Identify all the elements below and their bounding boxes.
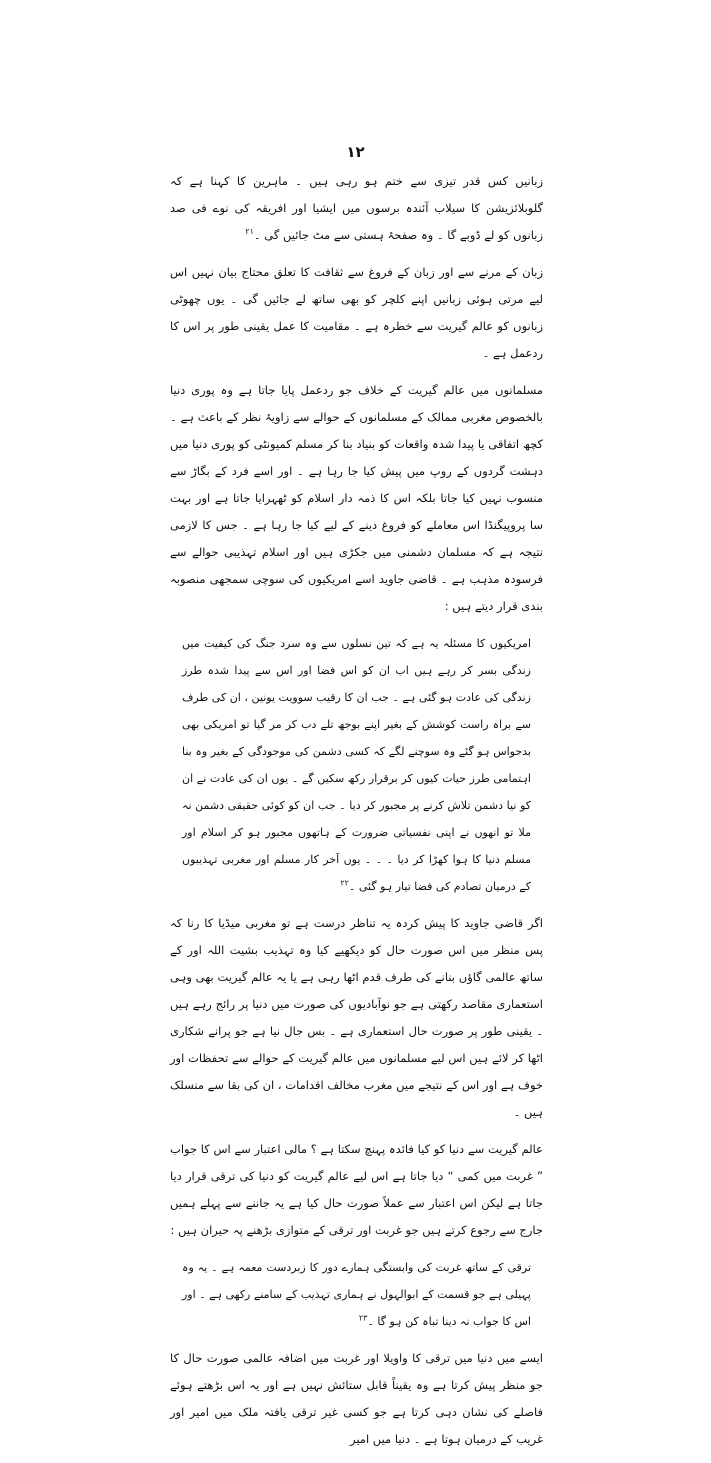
quote-2-text: ترقی کے ساتھ غربت کی وابستگی ہمارے دور کا زبردست معمہ ہے ۔ یہ وہ پہیلی ہے جو قسمت کے ابوالہول نے ہماری تہذیب کے سامنے رکھی ہے ۔ اور اس کا جواب نہ دینا تباہ کن ہو گا ۔ xyxy=(182,1261,531,1328)
paragraph-5: عالم گیریت سے دنیا کو کیا فائدہ پہنچ سکتا ہے ؟ مالی اعتبار سے اس کا جواب ” غربت میں کمی “ دیا جاتا ہے اس لیے عالم گیریت کو دنیا کی ترقی قرار دیا جاتا ہے لیکن اس اعتبار سے عملاً صورت حال کیا ہے یہ جاننے سے پہلے ہمیں جارج سے رجوع کرتے ہیں جو غربت اور ترقی کے متوازی بڑھنے پہ حیران ہیں : xyxy=(170,1142,543,1237)
footnote-ref-21: ۲۱ xyxy=(245,227,254,237)
quote-1-text: امریکیوں کا مسئلہ یہ ہے کہ تین نسلوں سے وہ سرد جنگ کی کیفیت میں زندگی بسر کر رہے ہیں اب ان کو اس فضا اور اس سے پیدا شدہ طرز زندگی کی عادت ہو گئی ہے ۔ جب ان کا رقیب سوویت یونین ، ان کی طرف سے براہ راست کوشش کے بغیر اپنے بوجھ تلے دب کر مر گیا تو امریکی بھی بدحواس ہو گئے وہ سوچنے لگے کہ کسی دشمن کی موجودگی کے بغیر وہ بنا اہتمامی طرز حیات کیوں کر برقرار رکھ سکیں گے ۔ یوں ان کی عادت نے ان کو نیا دشمن تلاش کرنے پر مجبور کر دیا ۔ جب ان کو کوئی حقیقی دشمن نہ ملا تو انھوں نے اپنی نفسیاتی ضرورت کے ہاتھوں مجبور ہو کر اسلام اور مسلم دنیا کا ہوا کھڑا کر دیا ۔ ۔ ۔ یوں آخر کار مسلم اور مغربی تہذیبوں کے درمیان تصادم کی فضا تیار ہو گئی ۔ xyxy=(182,637,531,893)
quote-qazi-javed xyxy=(182,630,531,900)
footnote-ref-22: ۲۲ xyxy=(340,878,349,888)
paragraph-2: زبان کے مرنے سے اور زبان کے فروغ سے ثقافت کا تعلق محتاج بیان نہیں اس لیے مرتی ہوئی زبانیں اپنے کلچر کو بھی ساتھ لے جائیں گی ۔ یوں چھوٹی زبانوں کو عالم گیریت سے خطرہ ہے ۔ مقامیت کا عمل یقینی طور پر اس کا ردعمل ہے ۔ xyxy=(170,265,543,360)
paragraph-3: مسلمانوں میں عالم گیریت کے خلاف جو ردعمل پایا جاتا ہے وہ پوری دنیا بالخصوص مغربی ممالک کے مسلمانوں کے حوالے سے زاویۂ نظر کے باعث ہے ۔ کچھ اتفاقی یا پیدا شدہ واقعات کو بنیاد بنا کر مسلم کمیونٹی کو پوری دنیا میں دہشت گردوں کے روپ میں پیش کیا جا رہا ہے ۔ اور اسے فرد کے بگاڑ سے منسوب نہیں کیا جاتا بلکہ اس کا ذمہ دار اسلام کو ٹھہرایا جاتا ہے اور بہت سا پروپیگنڈا اس معاملے کو فروغ دینے کے لیے کیا جا رہا ہے ۔ جس کا لازمی نتیجہ ہے کہ مسلمان دشمنی میں جکڑی ہیں اور اسلام تہذیبی حوالے سے فرسودہ مذہب ہے ۔ قاضی جاوید اسے امریکیوں کی سوچی سمجھی منصوبہ بندی قرار دیتے ہیں : xyxy=(170,383,543,613)
paragraph-1-text: زبانیں کس قدر تیزی سے ختم ہو رہی ہیں ۔ ماہرین کا کہنا ہے کہ گلوبلائزیشن کا سیلاب آئندہ برسوں میں ایشیا اور افریقہ کی نوے فی صد زبانوں کو لے ڈوبے گا ۔ وہ صفحۂ ہستی سے مٹ جائیں گی ۔ xyxy=(170,174,543,242)
paragraph-6: ایسے میں دنیا میں ترقی کا واویلا اور غربت میں اضافہ عالمی صورت حال کا جو منظر پیش کرتا ہے وہ یقیناً قابل ستائش نہیں ہے اور یہ اس بڑھتے ہوئے فاصلے کی نشان دہی کرتا ہے جو کسی غیر ترقی یافتہ ملک میں امیر اور غریب کے درمیان ہوتا ہے ۔ دنیا میں امیر xyxy=(170,1351,543,1446)
page-body xyxy=(170,168,543,1463)
quote-george xyxy=(182,1254,531,1335)
footnote-ref-23: ۲۳ xyxy=(358,1313,368,1323)
paragraph-1 xyxy=(170,168,543,249)
paragraph-4: اگر قاضی جاوید کا پیش کردہ یہ تناظر درست ہے تو مغربی میڈیا کا رنا کہ پس منظر میں اس صورت حال کو دیکھیے کیا وہ تہذیب بشیت اللہ اور کے ساتھ عالمی گاؤں بنانے کی طرف قدم اٹھا رہی ہے یا یہ عالم گیریت بھی وہی استعماری مقاصد رکھتی ہے جو نوآبادیوں کی صورت میں دنیا پر رائج رہے ہیں ۔ یقینی طور پر صورت حال استعماری ہے ۔ بس جال نیا ہے جو پرانے شکاری اٹھا کر لائے ہیں اس لیے مسلمانوں میں عالم گیریت کے حوالے سے تحفظات اور خوف ہے اور اس کے نتیجے میں مغرب مخالف اقدامات ، ان کی بقا سے منسلک ہیں ۔ xyxy=(170,916,543,1119)
page-number: ۱۲ xyxy=(346,143,365,161)
